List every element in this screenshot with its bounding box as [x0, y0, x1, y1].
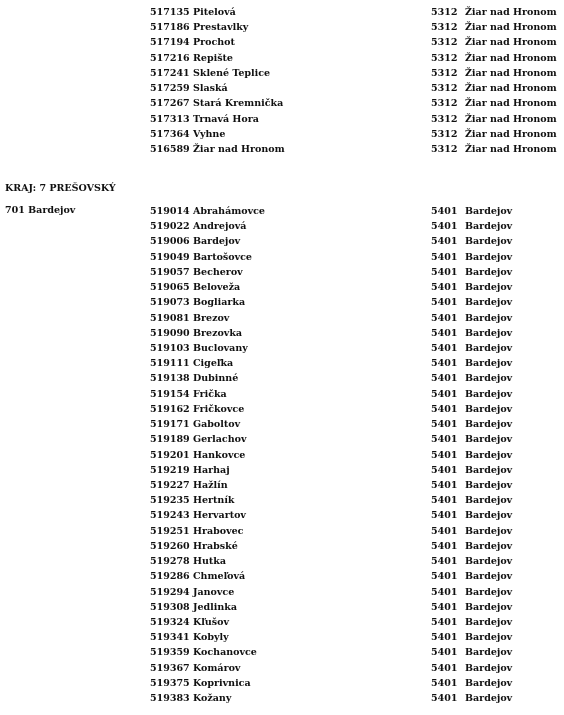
table-row — [0, 448, 564, 463]
district-name: Žiar nad Hronom — [465, 83, 557, 95]
table-row — [0, 250, 564, 265]
district-name: Bardejov — [465, 571, 513, 583]
table-row — [0, 691, 564, 706]
district-code: 5401 — [431, 297, 458, 309]
district-name: Bardejov — [465, 403, 513, 415]
district-code: 5401 — [431, 616, 458, 628]
municipality-name: Bardejov — [193, 236, 241, 248]
district-name: Bardejov — [465, 525, 513, 537]
table-row — [0, 265, 564, 280]
municipality-code: 519014 — [150, 206, 190, 217]
municipality-code: 519162 — [150, 403, 190, 415]
district-name: Bardejov — [465, 266, 513, 278]
district-name: Bardejov — [465, 479, 513, 491]
municipality-code: 517216 — [150, 52, 190, 64]
district-name: Bardejov — [465, 312, 513, 324]
district-name: Bardejov — [465, 616, 513, 628]
municipality-name: Bartošovce — [193, 251, 252, 263]
municipality-code: 519367 — [150, 662, 190, 674]
district-code: 5401 — [431, 647, 458, 659]
district-name: Žiar nad Hronom — [465, 52, 557, 64]
municipality-code: 517135 — [150, 7, 190, 18]
district-name: Žiar nad Hronom — [465, 22, 557, 34]
municipality-code: 519227 — [150, 479, 190, 491]
district-name: Bardejov — [465, 495, 513, 507]
district-code: 5401 — [431, 221, 458, 233]
municipality-code: 517194 — [150, 37, 190, 49]
district-name: Bardejov — [465, 373, 513, 385]
municipality-name: Chmeľová — [193, 571, 246, 583]
municipality-name: Kochanovce — [193, 647, 257, 659]
table-row — [0, 219, 564, 234]
district-code: 5312 — [431, 67, 458, 79]
municipality-name: Fričkovce — [193, 403, 245, 415]
district-name: Bardejov — [465, 282, 513, 294]
table-row — [0, 524, 564, 539]
district-name: Bardejov — [465, 358, 513, 370]
district-name: Bardejov — [465, 419, 513, 431]
table-row — [0, 295, 564, 310]
district-name: Bardejov — [465, 342, 513, 354]
municipality-code: 519057 — [150, 266, 190, 278]
municipality-code: 519201 — [150, 449, 190, 461]
district-code: 5401 — [431, 419, 458, 431]
municipality-name: Sklené Teplice — [193, 67, 271, 79]
municipality-name: Komárov — [193, 662, 241, 674]
district-name: Bardejov — [465, 601, 513, 613]
municipality-name: Hutka — [193, 556, 227, 568]
district-name: Bardejov — [465, 206, 513, 217]
district-code: 5401 — [431, 601, 458, 613]
district-name: Bardejov — [465, 556, 513, 568]
district-name: Bardejov — [465, 297, 513, 309]
district-name: Žiar nad Hronom — [465, 37, 557, 49]
table-row — [0, 204, 564, 219]
municipality-name: Stará Kremnička — [193, 98, 284, 110]
municipality-name: Prestavlky — [193, 22, 249, 34]
table-row — [0, 463, 564, 478]
table-row — [0, 81, 564, 96]
municipality-code: 519260 — [150, 540, 190, 552]
municipality-name: Kožany — [193, 693, 232, 705]
district-code: 5312 — [431, 22, 458, 34]
municipality-name: Hrabské — [193, 540, 238, 552]
district-code: 5401 — [431, 327, 458, 339]
municipality-code: 517259 — [150, 83, 190, 95]
district-code: 5312 — [431, 113, 458, 125]
municipality-name: Beloveža — [193, 282, 241, 294]
district-name: Bardejov — [465, 251, 513, 263]
district-code: 5312 — [431, 7, 458, 18]
municipality-name: Kľušov — [193, 616, 229, 628]
district-name: Bardejov — [465, 677, 513, 689]
district-code: 5312 — [431, 52, 458, 64]
district-code: 5401 — [431, 510, 458, 522]
district-code: 5401 — [431, 571, 458, 583]
district-code: 5401 — [431, 449, 458, 461]
municipality-code: 519073 — [150, 297, 190, 309]
municipality-code: 517364 — [150, 128, 190, 140]
municipality-code: 519251 — [150, 525, 190, 537]
district-name: Bardejov — [465, 662, 513, 674]
district-name: Bardejov — [465, 540, 513, 552]
municipality-code: 519286 — [150, 571, 190, 583]
municipality-code: 517241 — [150, 67, 190, 79]
municipality-name: Gaboltov — [193, 419, 241, 431]
municipality-code: 519090 — [150, 327, 190, 339]
municipality-name: Harhaj — [193, 464, 230, 476]
district-code: 5401 — [431, 525, 458, 537]
table-row — [0, 35, 564, 50]
district-code: 5401 — [431, 358, 458, 370]
table-row — [0, 5, 564, 20]
district-name: Bardejov — [465, 434, 513, 446]
municipality-code: 519383 — [150, 693, 190, 705]
district-code: 5401 — [431, 342, 458, 354]
district-name: Bardejov — [465, 586, 513, 598]
municipality-name: Koprivnica — [193, 677, 251, 689]
district-code: 5312 — [431, 37, 458, 49]
district-name: Žiar nad Hronom — [465, 7, 557, 18]
district-name: Bardejov — [465, 327, 513, 339]
district-code: 5401 — [431, 434, 458, 446]
table-row — [0, 630, 564, 645]
table-row — [0, 645, 564, 660]
table-row — [0, 615, 564, 630]
municipality-code: 519065 — [150, 282, 190, 294]
municipality-name: Hrabovec — [193, 525, 244, 537]
district-code: 5401 — [431, 693, 458, 705]
municipality-name: Gerlachov — [193, 434, 247, 446]
district-name: Žiar nad Hronom — [465, 98, 557, 110]
municipality-code: 519235 — [150, 495, 190, 507]
municipality-name: Hervartov — [193, 510, 246, 522]
municipality-code: 519359 — [150, 647, 190, 659]
table-row — [0, 554, 564, 569]
table-row — [0, 20, 564, 35]
municipality-code: 517186 — [150, 22, 190, 34]
district-code: 5401 — [431, 373, 458, 385]
municipality-code: 519294 — [150, 586, 190, 598]
table-row — [0, 280, 564, 295]
municipality-code: 519049 — [150, 251, 190, 263]
municipality-name: Prochot — [193, 37, 235, 49]
district-code: 5401 — [431, 662, 458, 674]
municipality-code: 519171 — [150, 419, 190, 431]
municipality-code: 519154 — [150, 388, 190, 400]
municipality-name: Bogliarka — [193, 297, 246, 309]
table-row — [0, 600, 564, 615]
municipality-name: Andrejová — [193, 221, 247, 233]
municipality-name: Hankovce — [193, 449, 246, 461]
district-code: 5401 — [431, 312, 458, 324]
table-row — [0, 569, 564, 584]
district-name: Bardejov — [465, 693, 513, 705]
district-name: Bardejov — [465, 449, 513, 461]
municipality-code: 519006 — [150, 236, 190, 248]
municipality-code: 519111 — [150, 358, 190, 370]
table-row — [0, 66, 564, 81]
municipality-name: Frička — [193, 388, 227, 400]
municipality-name: Brezovka — [193, 327, 243, 339]
municipality-code: 519081 — [150, 312, 190, 324]
table-row — [0, 127, 564, 142]
district-name: Žiar nad Hronom — [465, 128, 557, 140]
municipality-code: 519341 — [150, 632, 190, 644]
municipality-code: 517267 — [150, 98, 190, 110]
table-row — [0, 539, 564, 554]
municipality-name: Hertník — [193, 495, 235, 507]
municipality-name: Žiar nad Hronom — [193, 143, 285, 155]
municipality-name: Abrahámovce — [193, 206, 265, 217]
municipality-name: Slaská — [193, 83, 228, 95]
district-code: 5401 — [431, 556, 458, 568]
district-code: 5312 — [431, 128, 458, 140]
district-code: 5312 — [431, 143, 458, 155]
district-name: Bardejov — [465, 464, 513, 476]
table-row — [0, 371, 564, 386]
table-row — [0, 356, 564, 371]
municipality-code: 519138 — [150, 373, 190, 385]
municipality-name: Becherov — [193, 266, 243, 278]
municipality-code: 519308 — [150, 601, 190, 613]
district-code: 5401 — [431, 464, 458, 476]
district-code: 5401 — [431, 236, 458, 248]
table-row — [0, 661, 564, 676]
municipality-name: Pitelová — [193, 7, 236, 18]
district-name: Bardejov — [465, 236, 513, 248]
table-row — [0, 326, 564, 341]
district-code: 5312 — [431, 83, 458, 95]
municipality-code: 519103 — [150, 342, 190, 354]
district-code: 5401 — [431, 540, 458, 552]
district-name: Žiar nad Hronom — [465, 143, 557, 155]
district-code: 5401 — [431, 677, 458, 689]
municipality-code: 519243 — [150, 510, 190, 522]
district-code: 5401 — [431, 632, 458, 644]
table-row — [0, 402, 564, 417]
district-code: 5401 — [431, 403, 458, 415]
municipality-code: 517313 — [150, 113, 190, 125]
district-code: 5401 — [431, 266, 458, 278]
table-row — [0, 493, 564, 508]
district-name: Bardejov — [465, 632, 513, 644]
municipality-name: Vyhne — [193, 128, 226, 140]
municipality-name: Kobyly — [193, 632, 229, 644]
municipality-name: Repište — [193, 52, 233, 64]
table-row — [0, 432, 564, 447]
district-name: Bardejov — [465, 221, 513, 233]
municipality-name: Jedlinka — [193, 601, 238, 613]
district-code: 5401 — [431, 495, 458, 507]
municipality-name: Cigeľka — [193, 358, 234, 370]
table-row — [0, 234, 564, 249]
municipality-code: 516589 — [150, 143, 190, 155]
district-name: Bardejov — [465, 647, 513, 659]
table-row — [0, 585, 564, 600]
table-row — [0, 112, 564, 127]
municipality-name: Janovce — [193, 586, 235, 598]
municipality-name: Hažlín — [193, 479, 228, 491]
district-code: 5401 — [431, 206, 458, 217]
municipality-code: 519189 — [150, 434, 190, 446]
table-row — [0, 478, 564, 493]
district-name: Bardejov — [465, 388, 513, 400]
district-code: 5312 — [431, 98, 458, 110]
district-code: 5401 — [431, 251, 458, 263]
district-name: Bardejov — [465, 510, 513, 522]
district-code: 5401 — [431, 388, 458, 400]
municipality-name: Brezov — [193, 312, 230, 324]
municipality-code: 519219 — [150, 464, 190, 476]
district-code: 5401 — [431, 282, 458, 294]
table-row — [0, 508, 564, 523]
municipality-name: Trnavá Hora — [193, 113, 259, 125]
table-row — [0, 676, 564, 691]
municipality-code: 519375 — [150, 677, 190, 689]
district-name: Žiar nad Hronom — [465, 113, 557, 125]
table-row — [0, 311, 564, 326]
table-row — [0, 96, 564, 111]
municipality-name: Buclovany — [193, 342, 248, 354]
table-row — [0, 341, 564, 356]
municipality-name: Dubinné — [193, 373, 239, 385]
municipality-code: 519324 — [150, 616, 190, 628]
table-row — [0, 51, 564, 66]
district-name: Žiar nad Hronom — [465, 67, 557, 79]
district-code: 5401 — [431, 479, 458, 491]
table-row — [0, 417, 564, 432]
table-row — [0, 142, 564, 157]
district-label: 701 Bardejov — [5, 205, 76, 216]
municipality-code: 519278 — [150, 556, 190, 568]
region-heading: KRAJ: 7 PREŠOVSKÝ — [5, 183, 116, 194]
table-row — [0, 387, 564, 402]
municipality-code: 519022 — [150, 221, 190, 233]
district-code: 5401 — [431, 586, 458, 598]
